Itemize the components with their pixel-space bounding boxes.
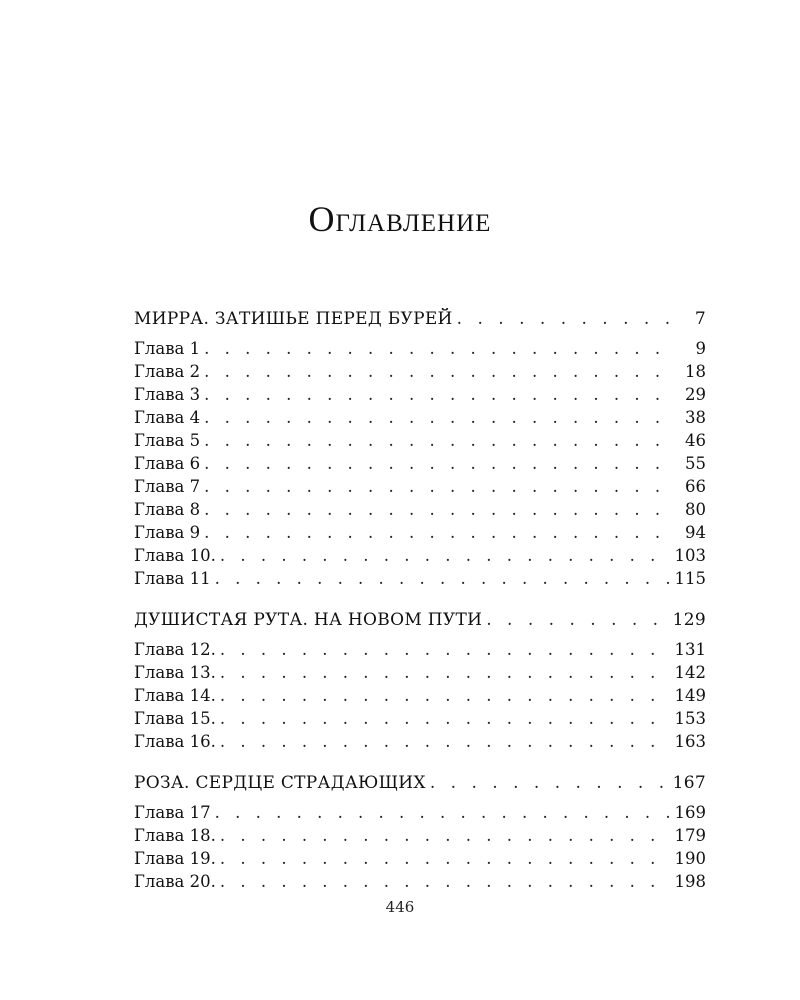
chapter-entry-label: Глава 6 — [134, 454, 201, 473]
chapter-entry — [134, 730, 706, 753]
chapter-entry-label: Глава 9 — [134, 523, 201, 542]
dot-leader — [215, 801, 669, 824]
chapter-entry-label: Глава 8 — [134, 500, 201, 519]
chapter-entry-page: 190 — [674, 849, 706, 868]
chapter-entry-label: Глава 20. — [134, 872, 216, 891]
dot-leader — [204, 337, 672, 360]
part-heading-label: МИРРА. ЗАТИШЬЕ ПЕРЕД БУРЕЙ — [134, 309, 453, 329]
chapter-entry — [134, 360, 706, 383]
chapter-entry-label: Глава 15. — [134, 709, 216, 728]
chapter-entry — [134, 544, 706, 567]
dot-leader — [204, 383, 672, 406]
chapter-entry-page: 103 — [674, 546, 706, 565]
dot-leader — [220, 870, 669, 893]
part-heading-page: 7 — [694, 309, 706, 329]
dot-leader — [220, 707, 669, 730]
chapter-entry-page: 131 — [674, 640, 706, 659]
chapter-entry-page: 163 — [674, 732, 706, 751]
chapter-entry-page: 198 — [674, 872, 706, 891]
dot-leader — [220, 544, 669, 567]
chapter-entry — [134, 661, 706, 684]
chapter-entry-page: 9 — [695, 339, 706, 358]
chapter-entry-page: 94 — [685, 523, 706, 542]
dot-leader — [220, 684, 669, 707]
chapter-entry — [134, 383, 706, 406]
chapter-entry-page: 66 — [685, 477, 706, 496]
dot-leader — [204, 475, 672, 498]
chapter-entry-page: 153 — [674, 709, 706, 728]
chapter-entry — [134, 707, 706, 730]
chapter-entry — [134, 870, 706, 893]
chapter-entry-page: 29 — [685, 385, 706, 404]
dot-leader — [457, 308, 672, 331]
chapter-entry-page: 55 — [685, 454, 706, 473]
dot-leader — [486, 609, 666, 632]
chapter-entry — [134, 452, 706, 475]
chapter-entry — [134, 498, 706, 521]
chapter-entry-page: 80 — [685, 500, 706, 519]
chapter-entry-label: Глава 19. — [134, 849, 216, 868]
chapter-entry-label: Глава 13. — [134, 663, 216, 682]
dot-leader — [204, 521, 672, 544]
page-number: 446 — [385, 898, 415, 916]
chapter-entry-page: 142 — [674, 663, 706, 682]
dot-leader — [220, 638, 669, 661]
chapter-entry — [134, 801, 706, 824]
chapter-entry-page: 149 — [674, 686, 706, 705]
chapter-entry — [134, 406, 706, 429]
dot-leader — [430, 772, 667, 795]
chapter-entry-label: Глава 10. — [134, 546, 216, 565]
chapter-entry-page: 115 — [674, 569, 706, 588]
chapter-entry-label: Глава 18. — [134, 826, 216, 845]
dot-leader — [220, 824, 669, 847]
part-heading — [134, 772, 706, 795]
part-heading — [134, 308, 706, 331]
dot-leader — [204, 360, 672, 383]
dot-leader — [220, 730, 669, 753]
chapter-entry — [134, 429, 706, 452]
toc-section — [134, 609, 706, 753]
table-of-contents — [134, 308, 706, 912]
chapter-entry-label: Глава 7 — [134, 477, 201, 496]
chapter-entry-label: Глава 3 — [134, 385, 201, 404]
chapter-entry-page: 46 — [685, 431, 706, 450]
chapter-entry-label: Глава 2 — [134, 362, 201, 381]
part-heading-page: 167 — [672, 773, 706, 793]
toc-section — [134, 772, 706, 893]
chapter-entry — [134, 684, 706, 707]
chapter-entry — [134, 521, 706, 544]
chapter-entry — [134, 824, 706, 847]
chapter-entry-label: Глава 17 — [134, 803, 211, 822]
page-title: Оглавление — [308, 199, 492, 239]
chapter-entry-page: 169 — [674, 803, 706, 822]
chapter-entry-label: Глава 1 — [134, 339, 201, 358]
dot-leader — [215, 567, 669, 590]
dot-leader — [204, 498, 672, 521]
chapter-entry — [134, 638, 706, 661]
chapter-entry-label: Глава 4 — [134, 408, 201, 427]
chapter-entry-label: Глава 5 — [134, 431, 201, 450]
toc-section — [134, 308, 706, 590]
chapter-entry-label: Глава 12. — [134, 640, 216, 659]
chapter-entry-label: Глава 16. — [134, 732, 216, 751]
dot-leader — [204, 429, 672, 452]
chapter-entry-page: 18 — [685, 362, 706, 381]
part-heading-label: ДУШИСТАЯ РУТА. НА НОВОМ ПУТИ — [134, 610, 483, 630]
dot-leader — [220, 847, 669, 870]
dot-leader — [204, 406, 672, 429]
chapter-entry — [134, 567, 706, 590]
part-heading-label: РОЗА. СЕРДЦЕ СТРАДАЮЩИХ — [134, 773, 426, 793]
chapter-entry — [134, 475, 706, 498]
chapter-entry-page: 38 — [685, 408, 706, 427]
part-heading — [134, 609, 706, 632]
dot-leader — [220, 661, 669, 684]
chapter-entry — [134, 337, 706, 360]
chapter-entry-label: Глава 14. — [134, 686, 216, 705]
dot-leader — [204, 452, 672, 475]
chapter-entry-label: Глава 11 — [134, 569, 211, 588]
part-heading-page: 129 — [672, 610, 706, 630]
chapter-entry-page: 179 — [674, 826, 706, 845]
chapter-entry — [134, 847, 706, 870]
